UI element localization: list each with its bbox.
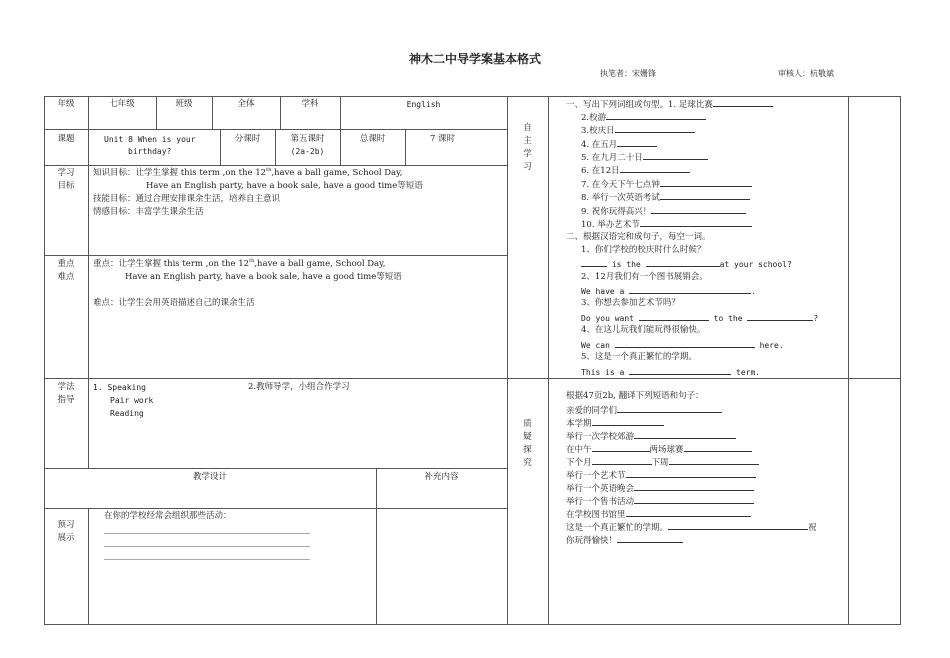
- self-study-item-7: 7. 在今天下午七点钟: [581, 177, 752, 192]
- self-study-item-4: 4. 在五月: [581, 137, 657, 152]
- self-study-item-3: 3.校庆日: [581, 123, 695, 138]
- goals-label-1: 学习: [57, 168, 75, 178]
- inquiry-line-2: 本学期: [566, 416, 664, 431]
- goals-label-2: 目标: [57, 181, 75, 191]
- preview-label-1: 预习: [57, 520, 75, 530]
- self-study-label-4: 习: [523, 162, 532, 172]
- difficult-point: 难点：让学生会用英语描述自己的课余生活: [93, 298, 255, 308]
- total-value: 7 课时: [429, 134, 456, 144]
- reviewer-label: 审核人：杭敬斌: [778, 69, 834, 78]
- self-study-item-5: 5. 在九月二十日: [581, 150, 708, 165]
- answer-line: [104, 546, 310, 547]
- method-label-2: 指导: [57, 395, 75, 405]
- self-study-item-6: 6. 在12日: [581, 163, 690, 178]
- method-item-1: 1. Speaking: [93, 383, 146, 392]
- grade-label: 年级: [57, 99, 75, 109]
- inquiry-line-6: 举行一个艺术节: [566, 468, 756, 483]
- self-study-item-2: 2.校游: [581, 110, 706, 125]
- skill-goal: 技能目标：通过合理安排课余生活，培养自主意识: [93, 194, 281, 204]
- inquiry-line-11: 你玩得愉快！: [566, 533, 683, 548]
- method-label-1: 学法: [57, 382, 75, 392]
- inquiry-line-3: 举行一次学校郊游: [566, 429, 736, 444]
- preview-prompt: 在你的学校经常会组织那些活动：: [104, 511, 232, 521]
- inquiry-line-5: 下个月 下周: [566, 455, 759, 470]
- key-point: 重点：让学生掌握 this term ,on the 12th,have a ball game, School Day,: [93, 258, 386, 269]
- self-study-label-1: 自: [523, 123, 532, 133]
- author-label: 执笔者：宋姗锋: [600, 69, 656, 78]
- q3-en: Do you want to the ?: [581, 311, 818, 325]
- self-study-label-3: 学: [523, 149, 532, 159]
- q2-cn: 2、12月我们有一个图书展销会。: [581, 272, 708, 282]
- self-study-label-2: 主: [523, 136, 532, 146]
- answer-line: [104, 533, 310, 534]
- inquiry-line-1: 亲爱的同学们: [566, 403, 722, 418]
- method-item-2: Pair work: [110, 396, 154, 405]
- class-value: 全体: [237, 99, 255, 109]
- total-label: 总课时: [359, 134, 386, 144]
- period-label: 分课时: [234, 134, 261, 144]
- method-item-3: Reading: [110, 409, 144, 418]
- subject-value: English: [406, 100, 441, 109]
- q5-en: This is a term.: [581, 365, 760, 379]
- self-study-item-8: 8. 举行一次英语考试: [581, 190, 750, 205]
- inquiry-label-2: 疑: [523, 432, 532, 442]
- method-item-4: 2.教师导学，小组合作学习: [248, 382, 350, 392]
- inquiry-label-1: 质: [523, 419, 532, 429]
- preview-label-2: 展示: [57, 533, 75, 543]
- q4-en: We can here.: [581, 338, 784, 352]
- knowledge-goal: 知识目标：让学生掌握 this term ,on the 12th,have a ball game, School Day,: [93, 167, 403, 178]
- self-study-section-2: 二、根据汉语完和成句子，每空一词。: [566, 232, 711, 242]
- inquiry-line-7: 举行一个英语晚会: [566, 481, 754, 496]
- inquiry-line-9: 在学校图书馆里: [566, 507, 751, 522]
- inquiry-line-8: 举行一个售书活动: [566, 494, 754, 509]
- inquiry-label-4: 究: [523, 458, 532, 468]
- subject-label: 学科: [301, 99, 319, 109]
- q1-en: is the at your school?: [581, 257, 792, 271]
- supplement-header: 补充内容: [424, 472, 459, 482]
- period-value-2: (2a-2b): [290, 147, 325, 156]
- q1-cn: 1、你们学校的校庆时什么时候？: [581, 245, 706, 255]
- period-value-1: 第五课时: [290, 134, 325, 144]
- keypoints-label-2: 难点: [57, 272, 75, 282]
- self-study-section-1: 一、写出下列词组或句型。1. 足球比赛: [566, 97, 773, 112]
- q2-en: We have a .: [581, 284, 756, 298]
- answer-line: [104, 559, 310, 560]
- q4-cn: 4、在这儿玩我们能玩得很愉快。: [581, 325, 706, 335]
- self-study-item-10: 10. 举办艺术节: [581, 217, 752, 232]
- inquiry-intro: 根据47页2b, 翻译下列短语和句子：: [566, 391, 704, 401]
- self-study-item-9: 9. 祝你玩得高兴！: [581, 204, 746, 219]
- knowledge-goal-cont: Have an English party, have a book sale, have a good time等短语: [146, 181, 423, 191]
- inquiry-line-10: 这是一个真正繁忙的学期。 祝: [566, 520, 817, 535]
- grade-value: 七年级: [109, 99, 135, 109]
- page-title: 神木二中导学案基本格式: [408, 52, 541, 66]
- inquiry-label-3: 探: [523, 445, 532, 455]
- inquiry-line-4: 在中午 两场球赛: [566, 442, 752, 457]
- q3-cn: 3、你想去参加艺术节吗？: [581, 298, 680, 308]
- emotion-goal: 情感目标：丰富学生课余生活: [93, 207, 204, 217]
- key-point-cont: Have an English party, have a book sale, have a good time等短语: [125, 272, 402, 282]
- topic-label: 课题: [57, 134, 75, 144]
- keypoints-label-1: 重点: [57, 259, 75, 269]
- topic-value-1: Unit 8 When is your: [104, 135, 196, 144]
- class-label: 班级: [175, 99, 193, 109]
- design-header: 教学设计: [192, 472, 227, 482]
- q5-cn: 5、这是一个真正繁忙的学期。: [581, 352, 697, 362]
- topic-value-2: birthday?: [128, 147, 172, 156]
